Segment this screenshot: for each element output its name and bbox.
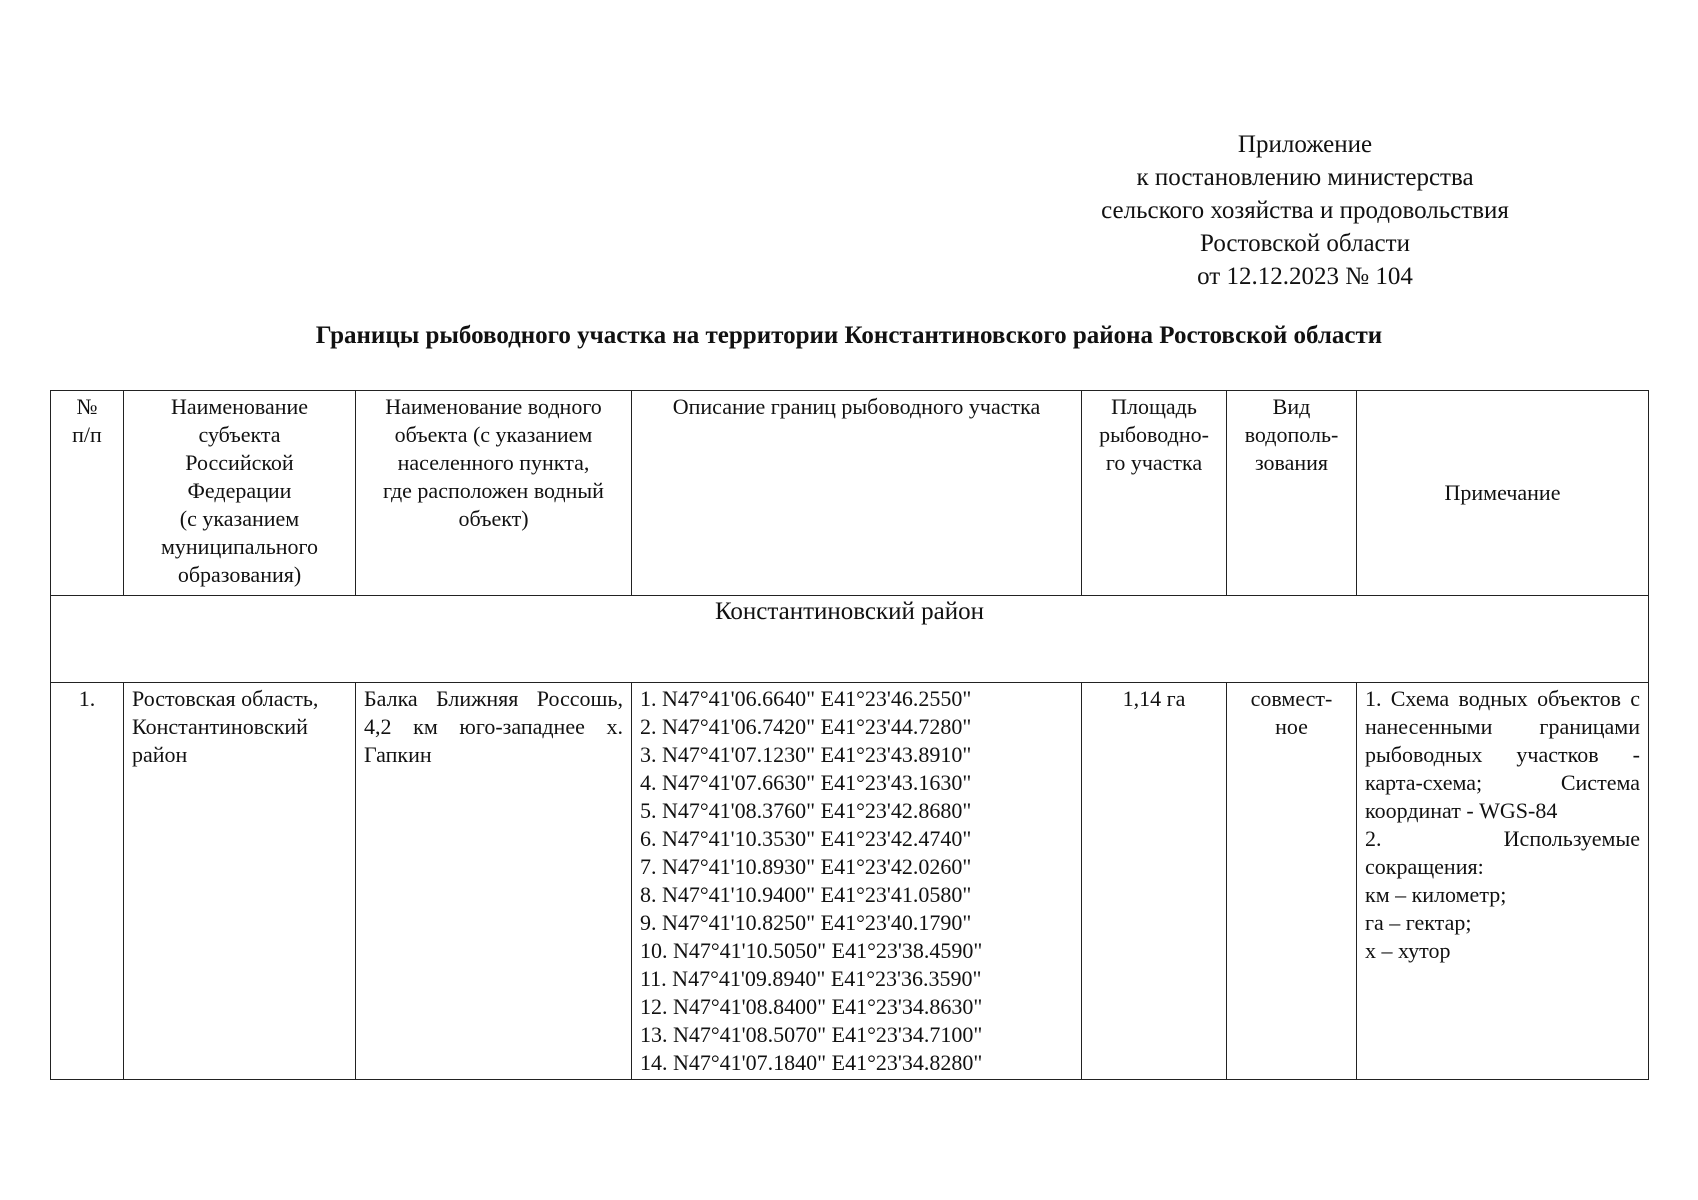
- table-row: [51, 683, 1649, 1080]
- header-water-object: Наименование водного объекта (с указанием населенного пункта, где расположен водный объект): [356, 391, 632, 596]
- coordinate-point: 4. N47°41'07.6630" E41°23'43.1630": [640, 770, 972, 795]
- annex-line: Приложение: [1237, 131, 1373, 158]
- note-abbreviation: га – гектар;: [1365, 910, 1472, 935]
- row-use-type: совмест- ное: [1227, 683, 1357, 1080]
- annex-block: [1035, 128, 1575, 293]
- row-note: [1357, 683, 1649, 1080]
- coordinate-point: 11. N47°41'09.8940" E41°23'36.3590": [640, 966, 982, 991]
- coordinate-point: 8. N47°41'10.9400" E41°23'41.0580": [640, 882, 972, 907]
- row-subject: Ростовская область, Константиновский район: [124, 683, 356, 1080]
- annex-line: от 12.12.2023 № 104: [1197, 263, 1413, 290]
- annex-line: сельского хозяйства и продовольствия: [1101, 197, 1509, 224]
- coordinate-point: 2. N47°41'06.7420" E41°23'44.7280": [640, 714, 972, 739]
- coordinate-point: 6. N47°41'10.3530" E41°23'42.4740": [640, 826, 972, 851]
- header-subject: Наименование субъекта Российской Федерации (с указанием муниципального образования): [124, 391, 356, 596]
- coordinate-point: 12. N47°41'08.8400" E41°23'34.8630": [640, 994, 983, 1019]
- row-water-object: Балка Ближняя Россошь, 4,2 км юго-западнее х. Гапкин: [356, 683, 632, 1080]
- note-item-1: 1. Схема водных объектов с нанесенными границами рыбоводных участков - карта-схема; Система координат - WGS-84: [1365, 686, 1640, 823]
- annex-line: к постановлению министерства: [1136, 164, 1474, 191]
- row-area: 1,14 га: [1082, 683, 1227, 1080]
- boundaries-table: [50, 390, 1649, 1080]
- district-row: [51, 596, 1649, 683]
- table-header-row: [51, 391, 1649, 596]
- coordinate-point: 5. N47°41'08.3760" E41°23'42.8680": [640, 798, 972, 823]
- row-coordinates: [632, 683, 1082, 1080]
- coordinate-point: 13. N47°41'08.5070" E41°23'34.7100": [640, 1022, 983, 1047]
- coordinate-point: 7. N47°41'10.8930" E41°23'42.0260": [640, 854, 972, 879]
- header-boundaries: Описание границ рыбоводного участка: [632, 391, 1082, 596]
- note-abbreviation: х – хутор: [1365, 938, 1451, 963]
- coordinate-point: 9. N47°41'10.8250" E41°23'40.1790": [640, 910, 972, 935]
- header-area: Площадь рыбоводно- го участка: [1082, 391, 1227, 596]
- coordinate-point: 14. N47°41'07.1840" E41°23'34.8280": [640, 1050, 983, 1075]
- document-title: Границы рыбоводного участка на территории Константиновского района Ростовской области: [315, 322, 1383, 349]
- header-num: № п/п: [51, 391, 124, 596]
- row-num: 1.: [51, 683, 124, 1080]
- header-use-type: Вид водополь- зования: [1227, 391, 1357, 596]
- district-name: Константиновский район: [51, 596, 1649, 683]
- header-note: Примечание: [1357, 391, 1649, 596]
- coordinate-point: 10. N47°41'10.5050" E41°23'38.4590": [640, 938, 983, 963]
- annex-line: Ростовской области: [1200, 230, 1410, 257]
- coordinate-point: 3. N47°41'07.1230" E41°23'43.8910": [640, 742, 972, 767]
- note-item-2: 2. Используемые сокращения:: [1365, 826, 1640, 879]
- coordinate-point: 1. N47°41'06.6640" E41°23'46.2550": [640, 686, 972, 711]
- note-abbreviation: км – километр;: [1365, 882, 1507, 907]
